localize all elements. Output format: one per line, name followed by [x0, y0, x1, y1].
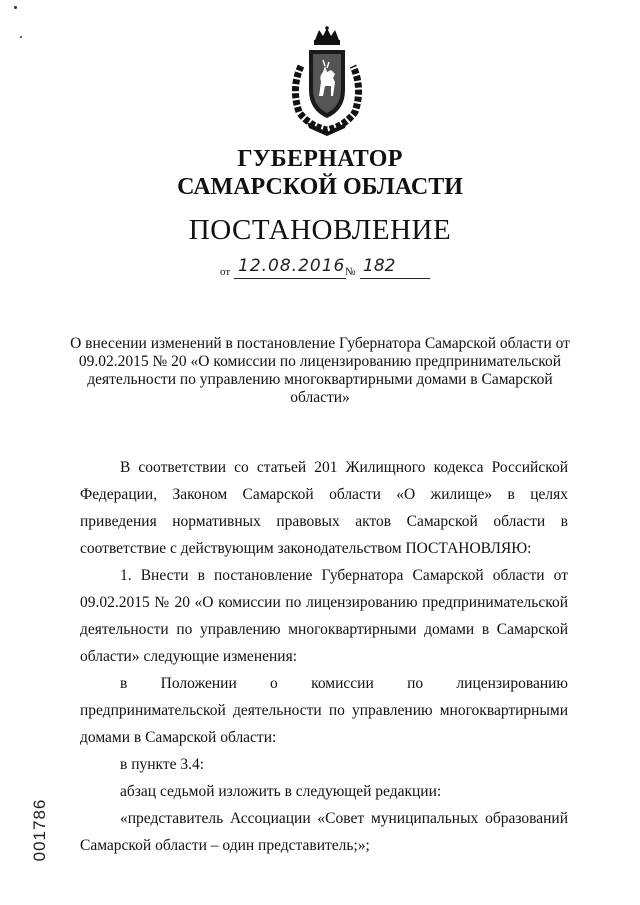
issuer-title-line2: САМАРСКОЙ ОБЛАСТИ — [177, 174, 463, 200]
body-paragraph: в пункте 3.4: — [120, 756, 205, 773]
scan-speck — [14, 6, 17, 9]
body-paragraph: «представитель Ассоциации «Совет муниципальных образований Самарской области – один представитель;»; — [80, 810, 568, 854]
body-paragraph: в Положении о комиссии по лицензированию предпринимательской деятельности по управлению многоквартирными домами в Самарской области: — [80, 675, 568, 746]
number-label: № — [345, 266, 356, 278]
document-body — [80, 454, 568, 859]
date-underline — [234, 278, 346, 279]
handwritten-number: 182 — [363, 256, 396, 276]
date-number-line — [220, 256, 440, 280]
handwritten-date: 12.08.2016 — [238, 256, 346, 276]
document-type: ПОСТАНОВЛЕНИЕ — [188, 214, 452, 246]
stamp-number: 001786 — [30, 798, 49, 862]
registration-stamp — [20, 780, 60, 880]
scan-speck — [20, 36, 22, 38]
body-paragraph: 1. Внести в постановление Губернатора Самарской области от 09.02.2015 № 20 «О комиссии по лицензированию предпринимательской деятельности по управлению многоквартирными домами в Самарской области» следующие изменения: — [80, 567, 568, 665]
number-underline — [360, 278, 430, 279]
document-subject: О внесении изменений в постановление Губернатора Самарской области от 09.02.2015 № 20 «О комиссии по лицензированию предпринимательской деятельности по управлению многоквартирными домами в Самарской области» — [70, 335, 570, 406]
body-paragraph: абзац седьмой изложить в следующей редакции: — [120, 783, 442, 800]
date-label: от — [220, 266, 231, 278]
issuer-title-line1: ГУБЕРНАТОР — [237, 146, 403, 172]
coat-of-arms-icon — [285, 26, 369, 136]
body-paragraph: В соответствии со статьей 201 Жилищного кодекса Российской Федерации, Законом Самарской области «О жилище» в целях приведения нормативных правовых актов Самарской области в соответствие с действующим законодательством ПОСТАНОВЛЯЮ: — [80, 459, 568, 557]
